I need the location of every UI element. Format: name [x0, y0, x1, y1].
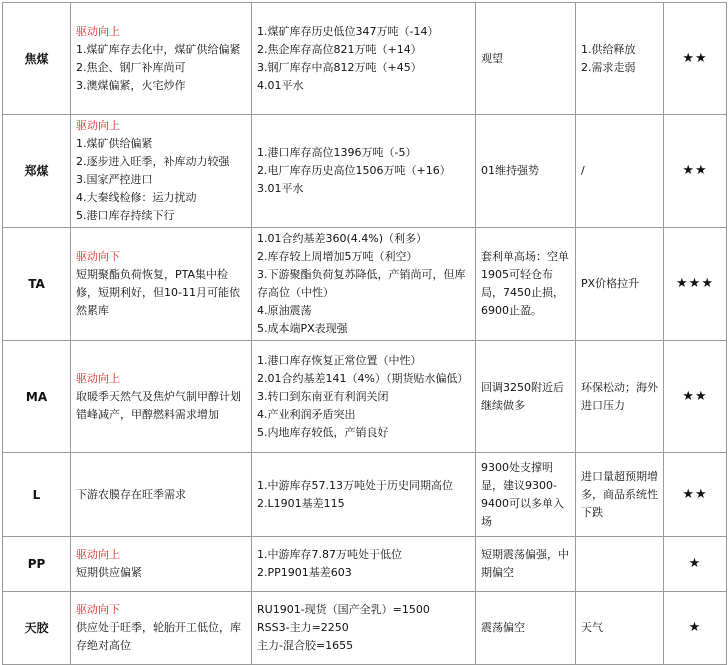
- drive-direction: 驱动向上: [76, 24, 120, 38]
- strategy-cell: [476, 341, 576, 453]
- logic-line: 1.煤矿库存去化中，煤矿供给偏紧: [76, 42, 241, 56]
- rating-stars: ★★: [664, 453, 727, 537]
- commodity-name: L: [3, 453, 71, 537]
- commodity-name: 焦煤: [3, 3, 71, 115]
- drive-direction: 驱动向上: [76, 548, 120, 561]
- risk-line: /: [581, 164, 585, 177]
- data-line: 5.成本端PX表现强: [257, 322, 348, 335]
- risk-cell: [576, 592, 664, 665]
- data-line: 3.转口到东南亚有利润关闭: [257, 389, 389, 403]
- rating-stars: ★★: [664, 3, 727, 115]
- logic-line: 下游农膜存在旺季需求: [76, 487, 186, 501]
- strategy-cell: [476, 115, 576, 228]
- data-cell: [252, 115, 476, 228]
- commodity-name: MA: [3, 341, 71, 453]
- table-row: [3, 453, 727, 537]
- table-row: [3, 341, 727, 453]
- data-line: 3.下游聚酯负荷复苏降低，产销尚可，但库存高位（中性）: [257, 268, 466, 299]
- logic-cell: [71, 537, 252, 592]
- rating-stars: ★★: [664, 115, 727, 228]
- data-line: 2.电厂库存历史高位1506万吨（+16）: [257, 164, 451, 177]
- logic-line: 供应处于旺季，轮胎开工低位，库存绝对高位: [76, 621, 241, 652]
- drive-direction: 驱动向下: [76, 250, 120, 263]
- strategy-line: 短期震荡偏强，中期偏空: [481, 548, 569, 579]
- logic-line: 2.焦企、钢厂补库尚可: [76, 60, 186, 74]
- drive-direction: 驱动向上: [76, 371, 120, 385]
- risk-line: PX价格拉升: [581, 277, 640, 290]
- data-line: 2.L1901基差115: [257, 496, 345, 510]
- data-line: 2.焦企库存高位821万吨（+14）: [257, 42, 422, 56]
- logic-line: 取暖季天然气及焦炉气制甲醇计划错峰减产，甲醇燃料需求增加: [76, 389, 241, 421]
- strategy-cell: [476, 537, 576, 592]
- table-row: [3, 228, 727, 341]
- data-line: 3.钢厂库存中高812万吨（+45）: [257, 60, 422, 74]
- logic-line: 5.港口库存持续下行: [76, 209, 175, 222]
- data-line: 4.01平水: [257, 78, 304, 92]
- strategy-line: 观望: [481, 51, 503, 65]
- table-row: [3, 537, 727, 592]
- futures-strategy-table: [2, 2, 727, 665]
- data-line: 1.煤矿库存历史低位347万吨（-14）: [257, 24, 439, 38]
- data-line: 1.港口库存恢复正常位置（中性）: [257, 353, 422, 367]
- data-cell: [252, 537, 476, 592]
- risk-cell: [576, 3, 664, 115]
- logic-line: 1.煤矿供给偏紧: [76, 137, 153, 150]
- table-row: [3, 592, 727, 665]
- risk-cell: [576, 341, 664, 453]
- commodity-name: 天胶: [3, 592, 71, 665]
- data-line: 主力-混合胶=1655: [257, 639, 354, 652]
- strategy-line: 9300处支撑明显，建议9300-9400可以多单入场: [481, 460, 564, 528]
- logic-cell: [71, 341, 252, 453]
- strategy-cell: [476, 453, 576, 537]
- data-line: 1.中游库存57.13万吨处于历史同期高位: [257, 478, 453, 492]
- commodity-name: TA: [3, 228, 71, 341]
- data-line: 5.内地库存较低，产销良好: [257, 425, 389, 439]
- rating-stars: ★: [664, 537, 727, 592]
- strategy-line: 套利单高场：空单1905可轻仓布局，7450止损，6900止盈。: [481, 250, 569, 317]
- data-line: RU1901-现货（国产全乳）=1500: [257, 603, 430, 616]
- data-line: 1.中游库存7.87万吨处于低位: [257, 548, 402, 561]
- data-line: RSS3-主力=2250: [257, 621, 349, 634]
- logic-line: 3.澳煤偏紧，火宅炒作: [76, 78, 186, 92]
- rating-stars: ★★: [664, 341, 727, 453]
- data-cell: [252, 228, 476, 341]
- logic-cell: [71, 453, 252, 537]
- logic-line: 3.国家严控进口: [76, 173, 153, 186]
- data-cell: [252, 453, 476, 537]
- strategy-cell: [476, 592, 576, 665]
- strategy-cell: [476, 3, 576, 115]
- risk-line: 环保松动；海外进口压力: [581, 380, 658, 412]
- risk-cell: [576, 537, 664, 592]
- risk-line: 2.需求走弱: [581, 60, 636, 74]
- commodity-name: 郑煤: [3, 115, 71, 228]
- data-line: 4.原油震荡: [257, 304, 312, 317]
- table-row: [3, 115, 727, 228]
- data-line: 2.PP1901基差603: [257, 566, 352, 579]
- data-cell: [252, 592, 476, 665]
- strategy-line: 回调3250附近后继续做多: [481, 380, 564, 412]
- logic-cell: [71, 592, 252, 665]
- strategy-line: 震荡偏空: [481, 621, 525, 634]
- risk-cell: [576, 453, 664, 537]
- strategy-cell: [476, 228, 576, 341]
- logic-cell: [71, 3, 252, 115]
- data-cell: [252, 341, 476, 453]
- logic-line: 2.逐步进入旺季，补库动力较强: [76, 155, 230, 168]
- data-line: 1.港口库存高位1396万吨（-5）: [257, 146, 417, 159]
- risk-line: 天气: [581, 621, 603, 634]
- logic-cell: [71, 115, 252, 228]
- data-line: 2.库存较上周增加5万吨（利空）: [257, 250, 418, 263]
- rating-stars: ★★★: [664, 228, 727, 341]
- data-line: 1.01合约基差360(4.4%)（利多）: [257, 232, 428, 245]
- logic-cell: [71, 228, 252, 341]
- strategy-line: 01维持强势: [481, 164, 539, 177]
- drive-direction: 驱动向上: [76, 119, 120, 132]
- table-row: [3, 3, 727, 115]
- data-cell: [252, 3, 476, 115]
- logic-line: 短期聚酯负荷恢复，PTA集中检修，短期利好，但10-11月可能依然累库: [76, 268, 240, 317]
- risk-cell: [576, 115, 664, 228]
- logic-line: 4.大秦线检修：运力扰动: [76, 191, 197, 204]
- data-line: 3.01平水: [257, 182, 304, 195]
- rating-stars: ★: [664, 592, 727, 665]
- risk-cell: [576, 228, 664, 341]
- risk-line: 进口量超预期增多，商品系统性下跌: [581, 469, 658, 519]
- data-line: 4.产业利润矛盾突出: [257, 407, 356, 421]
- drive-direction: 驱动向下: [76, 603, 120, 616]
- data-line: 2.01合约基差141（4%）（期货贴水偏低）: [257, 371, 469, 385]
- logic-line: 短期供应偏紧: [76, 566, 142, 579]
- risk-line: 1.供给释放: [581, 42, 636, 56]
- commodity-name: PP: [3, 537, 71, 592]
